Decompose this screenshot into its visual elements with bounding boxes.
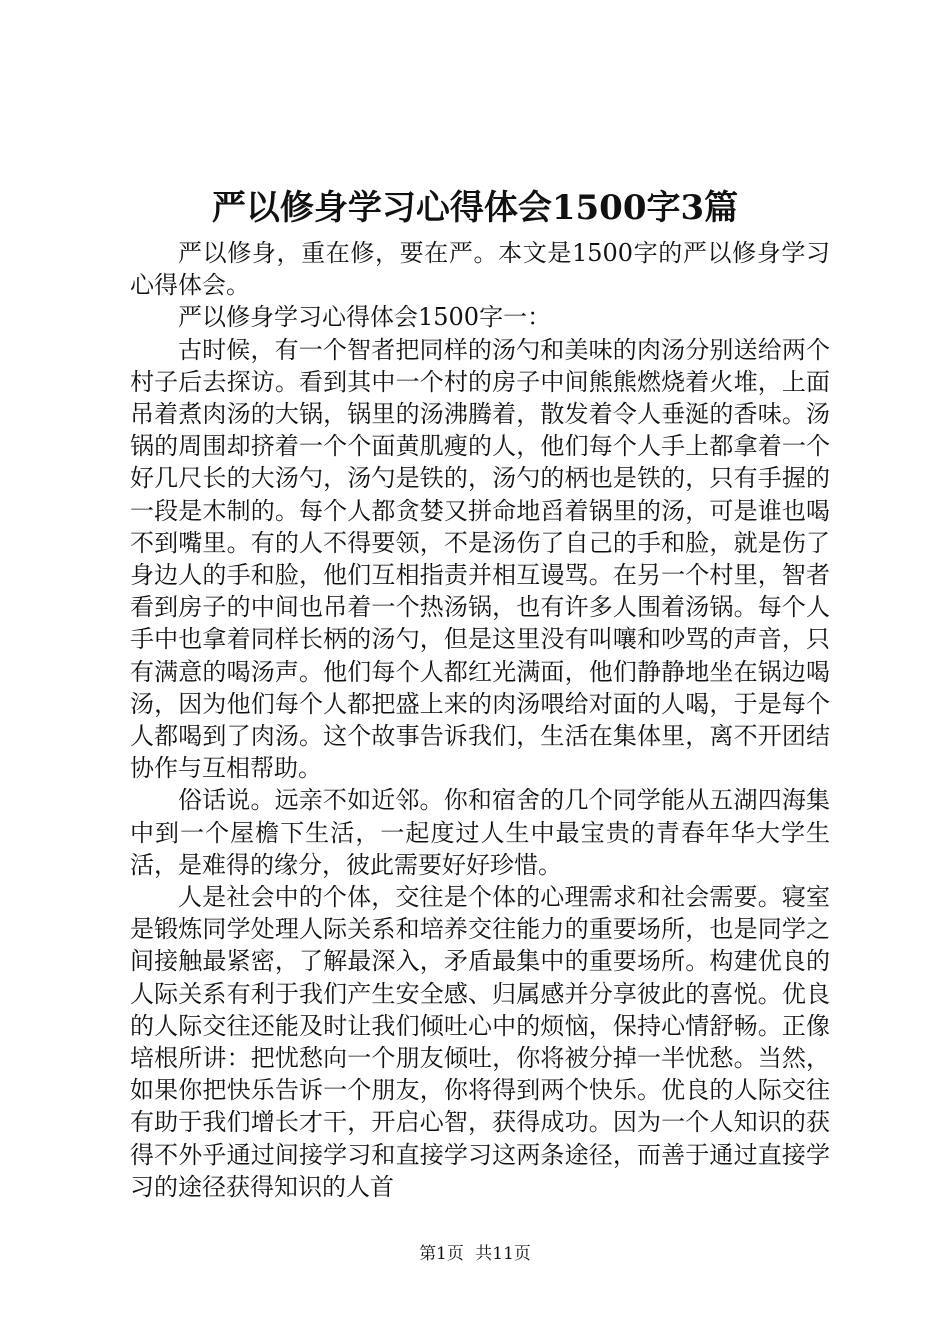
page-total: 共11页 xyxy=(475,1244,531,1264)
paragraph-social: 人是社会中的个体，交往是个体的心理需求和社会需要。寝室是锻炼同学处理人际关系和培养交往能力的重要场所，也是同学之间接触最紧密，了解最深入，矛盾最集中的重要场所。构建优良的人际关系有利于我们产生安全感、归属感并分享彼此的喜悦。优良的人际交往还能及时让我们倾吐心中的烦恼，保持心情舒畅。正像培根所讲：把忧愁向一个朋友倾吐，你将被分掉一半忧愁。当然，如果你把快乐告诉一个朋友，你将得到两个快乐。优良的人际交往有助于我们增长才干，开启心智，获得成功。因为一个人知识的获得不外乎通过间接学习和直接学习这两条途径，而善于通过直接学习的途径获得知识的人首 xyxy=(130,883,830,1201)
page-footer xyxy=(0,1242,950,1266)
paragraph-intro: 严以修身，重在修，要在严。本文是1500字的严以修身学习心得体会。 xyxy=(130,239,830,300)
document-body xyxy=(130,237,830,1203)
document-title: 严以修身学习心得体会1500字3篇 xyxy=(211,188,739,228)
paragraph-section-heading: 严以修身学习心得体会1500字一： xyxy=(178,303,552,332)
page-number: 第1页 xyxy=(419,1244,464,1264)
paragraph-story: 古时候，有一个智者把同样的汤勺和美味的肉汤分别送给两个村子后去探访。看到其中一个村的房子中间熊熊燃烧着火堆，上面吊着煮肉汤的大锅，锅里的汤沸腾着，散发着令人垂涎的香味。汤锅的周围却挤着一个个面黄肌瘦的人，他们每个人手上都拿着一个好几尺长的大汤勺，汤勺是铁的，汤勺的柄也是铁的，只有手握的一段是木制的。每个人都贪婪又拼命地舀着锅里的汤，可是谁也喝不到嘴里。有的人不得要领，不是汤伤了自己的手和脸，就是伤了身边人的手和脸，他们互相指责并相互谩骂。在另一个村里，智者看到房子的中间也吊着一个热汤锅，也有许多人围着汤锅。每个人手中也拿着同样长柄的汤勺，但是这里没有叫嚷和吵骂的声音，只有满意的喝汤声。他们每个人都红光满面，他们静静地坐在锅边喝汤，因为他们每个人都把盛上来的肉汤喂给对面的人喝，于是每个人都喝到了肉汤。这个故事告诉我们，生活在集体里，离不开团结协作与互相帮助。 xyxy=(130,335,830,783)
paragraph-proverb: 俗话说。远亲不如近邻。你和宿舍的几个同学能从五湖四海集中到一个屋檐下生活，一起度过人生中最宝贵的青春年华大学生活，是难得的缘分，彼此需要好好珍惜。 xyxy=(130,786,830,879)
